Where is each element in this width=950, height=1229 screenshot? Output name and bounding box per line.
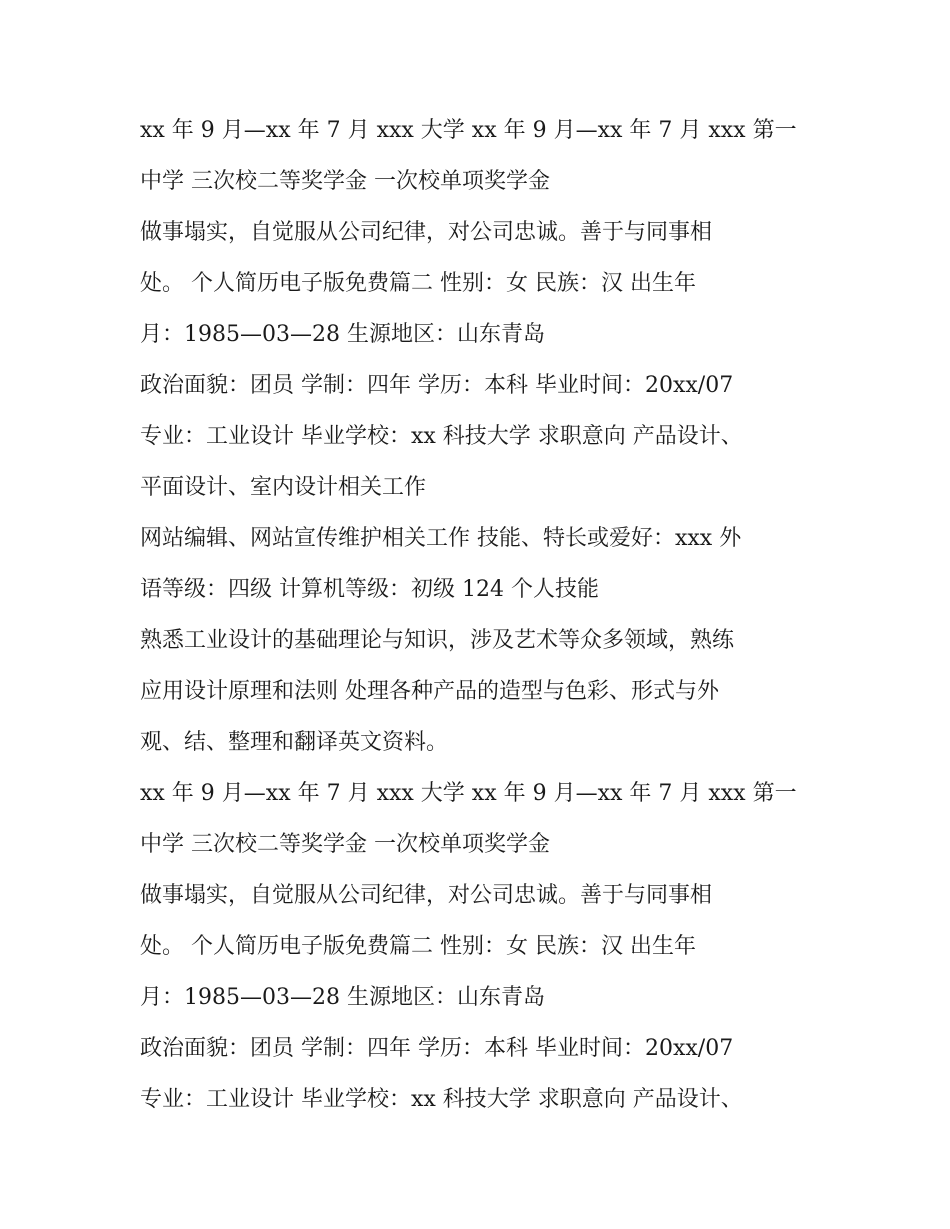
text-line: 月：1985—03—28 生源地区：山东青岛 — [140, 322, 545, 347]
text-line: 语等级：四级 计算机等级：初级 124 个人技能 — [140, 577, 599, 602]
text-line: 熟悉工业设计的基础理论与知识，涉及艺术等众多领域，熟练 — [140, 628, 735, 653]
text-line: 处。 个人简历电子版免费篇二 性别：女 民族：汉 出生年 — [140, 934, 696, 959]
text-line: 做事塌实，自觉服从公司纪律，对公司忠诚。善于与同事相 — [140, 883, 713, 908]
text-line: xx 年 9 月—xx 年 7 月 xxx 大学 xx 年 9 月—xx 年 7 月 xxx 第一 — [140, 118, 797, 143]
text-line: 处。 个人简历电子版免费篇二 性别：女 民族：汉 出生年 — [140, 271, 696, 296]
document-body — [140, 105, 820, 1125]
text-line: xx 年 9 月—xx 年 7 月 xxx 大学 xx 年 9 月—xx 年 7 月 xxx 第一 — [140, 781, 797, 806]
text-line: 政治面貌：团员 学制：四年 学历：本科 毕业时间：20xx/07 — [140, 1036, 734, 1061]
text-line: 专业：工业设计 毕业学校：xx 科技大学 求职意向 产品设计、 — [140, 1087, 743, 1112]
text-line: 中学 三次校二等奖学金 一次校单项奖学金 — [140, 169, 550, 194]
text-line: 网站编辑、网站宣传维护相关工作 技能、特长或爱好：xxx 外 — [140, 526, 742, 551]
text-line: 中学 三次校二等奖学金 一次校单项奖学金 — [140, 832, 550, 857]
text-line: 专业：工业设计 毕业学校：xx 科技大学 求职意向 产品设计、 — [140, 424, 743, 449]
text-line: 应用设计原理和法则 处理各种产品的造型与色彩、形式与外 — [140, 679, 719, 704]
text-line: 政治面貌：团员 学制：四年 学历：本科 毕业时间：20xx/07 — [140, 373, 734, 398]
text-line: 月：1985—03—28 生源地区：山东青岛 — [140, 985, 545, 1010]
text-line: 平面设计、室内设计相关工作 — [140, 475, 427, 500]
text-line: 做事塌实，自觉服从公司纪律，对公司忠诚。善于与同事相 — [140, 220, 713, 245]
text-line: 观、结、整理和翻译英文资料。 — [140, 730, 449, 755]
